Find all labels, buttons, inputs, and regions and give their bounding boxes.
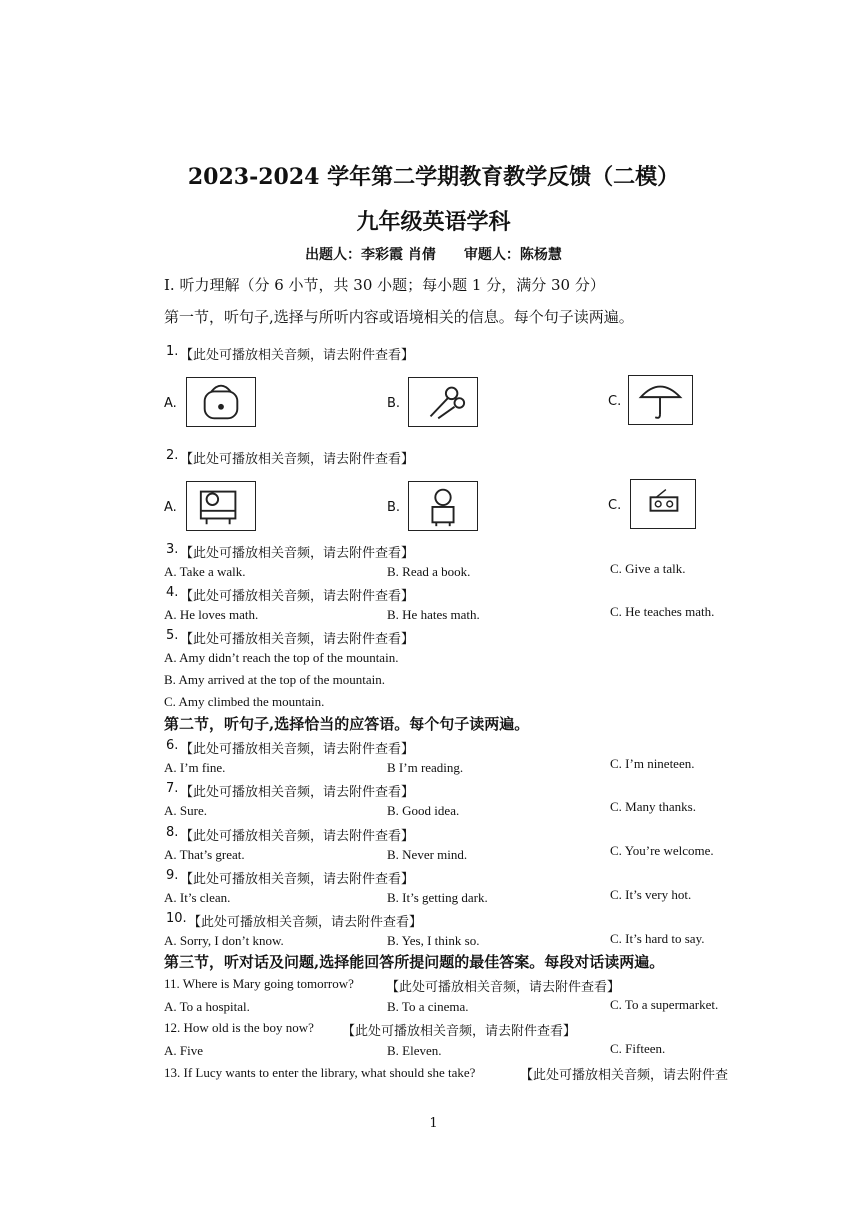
option-a: A. Take a walk. [164,564,246,579]
question-13-text: 13. If Lucy wants to enter the library, what should she take? [164,1065,476,1080]
question-number: 10. [166,911,187,926]
section2-heading: 第二节，听句子,选择恰当的应答语。每个句子读两遍。 [164,715,530,733]
option-a: A. It’s clean. [164,890,231,905]
page-number: 1 [429,1116,438,1131]
option-c: C. Give a talk. [610,561,686,576]
authors-line: 出题人：李彩霞 肖倩 审题人：陈杨慧 [305,247,562,263]
question-number: 6. [166,738,179,753]
option-b: B. Eleven. [387,1043,442,1058]
person-icon [408,481,478,531]
option-b: B. It’s getting dark. [387,890,488,905]
option-b: B. To a cinema. [387,999,469,1014]
option-b-label: B. [387,396,401,411]
option-c: C. Fifteen. [610,1041,666,1056]
radio-icon [630,479,696,529]
audio-note: 【此处可播放相关音频，请去附件查看】 [180,785,415,800]
option-c: C. To a supermarket. [610,997,719,1012]
option-c-label: C. [608,498,622,513]
audio-note: 【此处可播放相关音频，请去附件查看】 [180,546,415,561]
audio-note: 【此处可播放相关音频，请去附件查看】 [180,632,415,647]
option-a: A. I’m fine. [164,760,226,775]
audio-note: 【此处可播放相关音频，请去附件查看】 [180,452,415,467]
audio-note: 【此处可播放相关音频，请去附件查看】 [342,1024,577,1039]
option-a: A. Amy didn’t reach the top of the mountain. [164,650,399,665]
option-a: A. He loves math. [164,607,259,622]
option-b: B. Never mind. [387,847,468,862]
option-c: C. You’re welcome. [610,843,714,858]
audio-note: 【此处可播放相关音频，请去附件查看】 [180,589,415,604]
audio-note: 【此处可播放相关音频，请去附件查看】 [180,348,415,363]
audio-note: 【此处可播放相关音频，请去附件查看】 [180,829,415,844]
option-c: C. I’m nineteen. [610,756,695,771]
keys-icon [408,377,478,427]
part1-heading: I. 听力理解（分 6 小节，共 30 小题；每小题 1 分，满分 30 分） [164,276,605,294]
section1-heading: 第一节，听句子,选择与所听内容或语境相关的信息。每个句子读两遍。 [164,308,634,326]
option-c: C. It’s very hot. [610,887,692,902]
option-c-label: C. [608,394,622,409]
option-a-label: A. [164,500,177,515]
question-number: 4. [166,585,179,600]
section3-heading: 第三节，听对话及问题,选择能回答所提问题的最佳答案。每段对话读两遍。 [164,953,665,971]
option-c: C. He teaches math. [610,604,715,619]
question-number: 5. [166,628,179,643]
option-a-label: A. [164,396,177,411]
option-c: C. Many thanks. [610,799,696,814]
audio-note: 【此处可播放相关音频，请去附件查看】 [386,980,621,995]
reading-person-icon [186,481,256,531]
question-number: 3. [166,542,179,557]
question-number: 2. [166,448,179,463]
page-title: 2023-2024 学年第二学期教育教学反馈（二模） [187,164,680,190]
question-number: 8. [166,825,179,840]
option-b: B I’m reading. [387,760,464,775]
option-a: A. Sorry, I don’t know. [164,933,284,948]
question-12-text: 12. How old is the boy now? [164,1020,314,1035]
option-a: A. To a hospital. [164,999,250,1014]
option-b: B. Amy arrived at the top of the mountain. [164,672,385,687]
option-a: A. That’s great. [164,847,245,862]
option-b: B. He hates math. [387,607,480,622]
option-a: A. Sure. [164,803,207,818]
audio-note: 【此处可播放相关音频，请去附件查看】 [180,742,415,757]
question-number: 7. [166,781,179,796]
option-c: C. Amy climbed the mountain. [164,694,325,709]
question-11-text: 11. Where is Mary going tomorrow? [164,976,354,991]
umbrella-icon [628,375,693,425]
bag-icon [186,377,256,427]
option-b: B. Yes, I think so. [387,933,480,948]
page-subtitle: 九年级英语学科 [356,209,511,235]
option-b: B. Good idea. [387,803,460,818]
audio-note: 【此处可播放相关音频，请去附件查看】 [180,872,415,887]
option-b-label: B. [387,500,401,515]
option-b: B. Read a book. [387,564,471,579]
audio-note: 【此处可播放相关音频，请去附件查 [520,1068,729,1083]
question-number: 1. [166,344,179,359]
audio-note: 【此处可播放相关音频，请去附件查看】 [188,915,423,930]
option-c: C. It’s hard to say. [610,931,705,946]
question-number: 9. [166,868,179,883]
option-a: A. Five [164,1043,203,1058]
